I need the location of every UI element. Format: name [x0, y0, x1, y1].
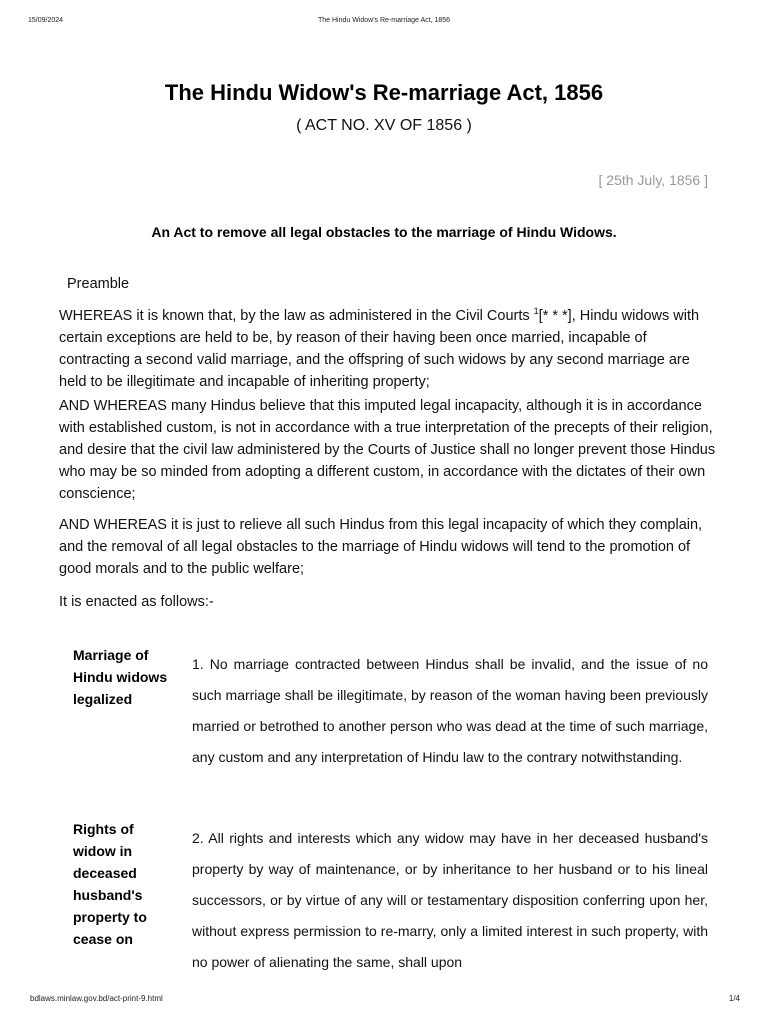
enacting-clause: It is enacted as follows:- — [59, 594, 214, 610]
act-title: The Hindu Widow's Re-marriage Act, 1856 — [164, 80, 604, 105]
preamble-p1-text-a: WHEREAS it is known that, by the law as administered in the Civil Courts — [59, 307, 534, 324]
preamble-paragraph-2: AND WHEREAS many Hindus believe that this imputed legal incapacity, although it is in accordance with established custom, is not in accordance with a true interpretation of the precepts of their religion, and desire that the civil law administered by the Courts of Justice shall no longer prevent those Hindus who may be so minded from adopting a different custom, in accordance with the dictates of their own conscience; — [59, 398, 716, 502]
preamble-p1-text-b: [* * *], Hindu widows with certain exceptions are held to be, by reason of their having been once married, incapable of contracting a second valid marriage, and the offspring of such widows by any second marriage are held to be illegitimate and incapable of inheriting property; — [59, 307, 700, 390]
print-page-title: The Hindu Widow's Re-marriage Act, 1856 — [317, 17, 451, 24]
section-2-marginal-note: Rights of widow in deceased husband's property to cease on — [73, 821, 147, 947]
act-number: ( ACT NO. XV OF 1856 ) — [296, 117, 472, 134]
footnote-marker[interactable]: 1 — [533, 306, 539, 316]
preamble-heading: Preamble — [67, 276, 130, 292]
preamble-paragraph-1 — [59, 300, 719, 393]
print-url: bdlaws.minlaw.gov.bd/act-print-9.html — [30, 994, 163, 1003]
print-date: 15/09/2024 — [28, 17, 64, 24]
section-1-marginal-note: Marriage of Hindu widows legalized — [73, 647, 168, 707]
print-header — [28, 17, 740, 29]
section-1-text: 1. No marriage contracted between Hindus shall be invalid, and the issue of no such marriage shall be illegitimate, by reason of the woman having been previously married or betrothed to another person who was dead at the time of such marriage, any custom and any interpretation of Hindu law to the contrary notwithstanding. — [192, 656, 708, 765]
act-long-title: An Act to remove all legal obstacles to the marriage of Hindu Widows. — [151, 224, 617, 240]
act-date: [ 25th July, 1856 ] — [598, 172, 708, 188]
page-number: 1/4 — [728, 994, 740, 1003]
print-footer — [30, 994, 740, 1006]
preamble-paragraph-3: AND WHEREAS it is just to relieve all such Hindus from this legal incapacity of which they complain, and the removal of all legal obstacles to the marriage of Hindu widows will tend to the promotion of good morals and to the public welfare; — [59, 517, 703, 577]
section-2-text: 2. All rights and interests which any widow may have in her deceased husband's property by way of maintenance, or by inheritance to her husband or to his lineal successors, or by virtue of any will or testamentary disposition conferring upon her, without express permission to re-marry, only a limited interest in such property, with no power of alienating the same, shall upon — [192, 830, 708, 970]
